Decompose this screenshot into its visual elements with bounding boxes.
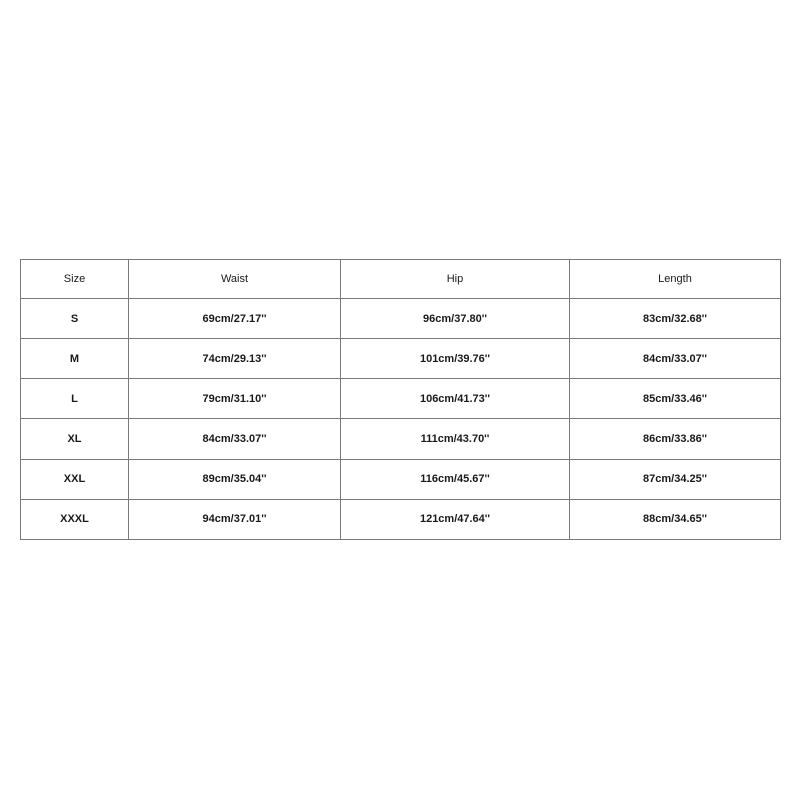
table-row bbox=[21, 379, 781, 419]
header-row bbox=[21, 260, 781, 299]
size-cell: XXXL bbox=[21, 499, 129, 539]
length-cell: 87cm/34.25'' bbox=[570, 459, 781, 499]
hip-cell: 121cm/47.64'' bbox=[341, 499, 570, 539]
waist-cell: 79cm/31.10'' bbox=[129, 379, 341, 419]
length-cell: 88cm/34.65'' bbox=[570, 499, 781, 539]
hip-cell: 96cm/37.80'' bbox=[341, 299, 570, 339]
table-row bbox=[21, 499, 781, 539]
table-row bbox=[21, 459, 781, 499]
size-cell: M bbox=[21, 339, 129, 379]
length-cell: 86cm/33.86'' bbox=[570, 419, 781, 459]
table-row bbox=[21, 419, 781, 459]
size-cell: XL bbox=[21, 419, 129, 459]
waist-cell: 89cm/35.04'' bbox=[129, 459, 341, 499]
length-cell: 84cm/33.07'' bbox=[570, 339, 781, 379]
hip-cell: 106cm/41.73'' bbox=[341, 379, 570, 419]
size-cell: L bbox=[21, 379, 129, 419]
header-length: Length bbox=[570, 260, 781, 299]
header-waist: Waist bbox=[129, 260, 341, 299]
size-cell: XXL bbox=[21, 459, 129, 499]
waist-cell: 94cm/37.01'' bbox=[129, 499, 341, 539]
hip-cell: 101cm/39.76'' bbox=[341, 339, 570, 379]
header-size: Size bbox=[21, 260, 129, 299]
hip-cell: 111cm/43.70'' bbox=[341, 419, 570, 459]
waist-cell: 84cm/33.07'' bbox=[129, 419, 341, 459]
table-row bbox=[21, 339, 781, 379]
waist-cell: 69cm/27.17'' bbox=[129, 299, 341, 339]
length-cell: 83cm/32.68'' bbox=[570, 299, 781, 339]
size-cell: S bbox=[21, 299, 129, 339]
header-hip: Hip bbox=[341, 260, 570, 299]
table-row bbox=[21, 299, 781, 339]
length-cell: 85cm/33.46'' bbox=[570, 379, 781, 419]
waist-cell: 74cm/29.13'' bbox=[129, 339, 341, 379]
hip-cell: 116cm/45.67'' bbox=[341, 459, 570, 499]
size-chart-table bbox=[20, 259, 781, 540]
